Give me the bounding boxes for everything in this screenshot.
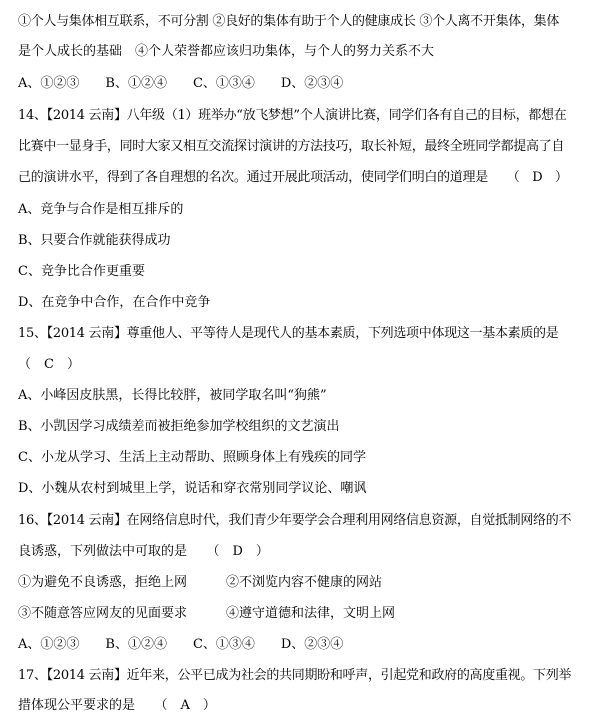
text-line-q15-stem-1: 15、【2014 云南】尊重他人、平等待人是现代人的基本素质，下列选项中体现这一基本素质的是 (18, 326, 559, 341)
text-line-q13-options-b: 是个人成长的基础 ④个人荣誉都应该归功集体，与个人的努力关系不大 (18, 44, 435, 59)
text-line-q16-stem-2: 良诱惑，下列做法中可取的是 （ D ） (18, 544, 269, 559)
text-line-q14-stem-1: 14、【2014 云南】八年级（1）班举办“放飞梦想”个人演讲比赛，同学们各有自己的目标，都想在 (18, 108, 567, 123)
text-line-q13-choices: A、①②③ B、①②④ C、①③④ D、②③④ (18, 76, 344, 91)
text-line-q15-option-a: A、小峰因皮肤黑，长得比较胖，被同学取名叫“狗熊” (18, 388, 327, 403)
text-line-q14-stem-2: 比赛中一显身手，同时大家又相互交流探讨演讲的方法技巧，取长补短，最终全班同学都提高了自 (18, 139, 565, 154)
text-line-q15-option-d: D、小魏从农村到城里上学，说话和穿衣常别同学议论、嘲讽 (18, 481, 367, 496)
text-line-q13-options-a: ①个人与集体相互联系，不可分割 ②良好的集体有助于个人的健康成长 ③个人离不开集体，集体 (18, 14, 560, 29)
text-line-q15-option-b: B、小凯因学习成绩差而被拒绝参加学校组织的文艺演出 (18, 419, 340, 434)
text-line-q17-stem-1: 17、【2014 云南】近年来，公平已成为社会的共同期盼和呼声，引起党和政府的高度重视。下列举 (18, 668, 572, 683)
text-line-q14-stem-3: 己的演讲水平，得到了各自理想的名次。通过开展此项活动，使同学们明白的道理是 （ D ） (18, 170, 568, 185)
text-line-q16-stem-1: 16、【2014 云南】在网络信息时代，我们青少年要学会合理利用网络信息资源，自觉抵制网络的不 (18, 513, 572, 528)
text-line-q14-option-d: D、在竞争中合作，在合作中竞争 (18, 295, 211, 310)
text-line-q16-items-1: ①为避免不良诱惑，拒绝上网 ②不浏览内容不健康的网站 (18, 575, 383, 590)
text-line-q17-stem-2: 措体现公平要求的是 （ A ） (18, 698, 216, 713)
text-line-q14-option-b: B、只要合作就能获得成功 (18, 233, 171, 248)
text-line-q14-option-c: C、竞争比合作更重要 (18, 264, 145, 279)
text-line-q15-option-c: C、小龙从学习、生活上主动帮助、照顾身体上有残疾的同学 (18, 450, 366, 465)
text-line-q16-items-2: ③不随意答应网友的见面要求 ④遵守道德和法律，文明上网 (18, 606, 396, 621)
text-line-q14-option-a: A、竞争与合作是相互排斥的 (18, 202, 184, 217)
text-line-q15-answer: （ C ） (18, 357, 80, 372)
text-line-q16-choices: A、①②③ B、①②④ C、①③④ D、②③④ (18, 637, 344, 652)
